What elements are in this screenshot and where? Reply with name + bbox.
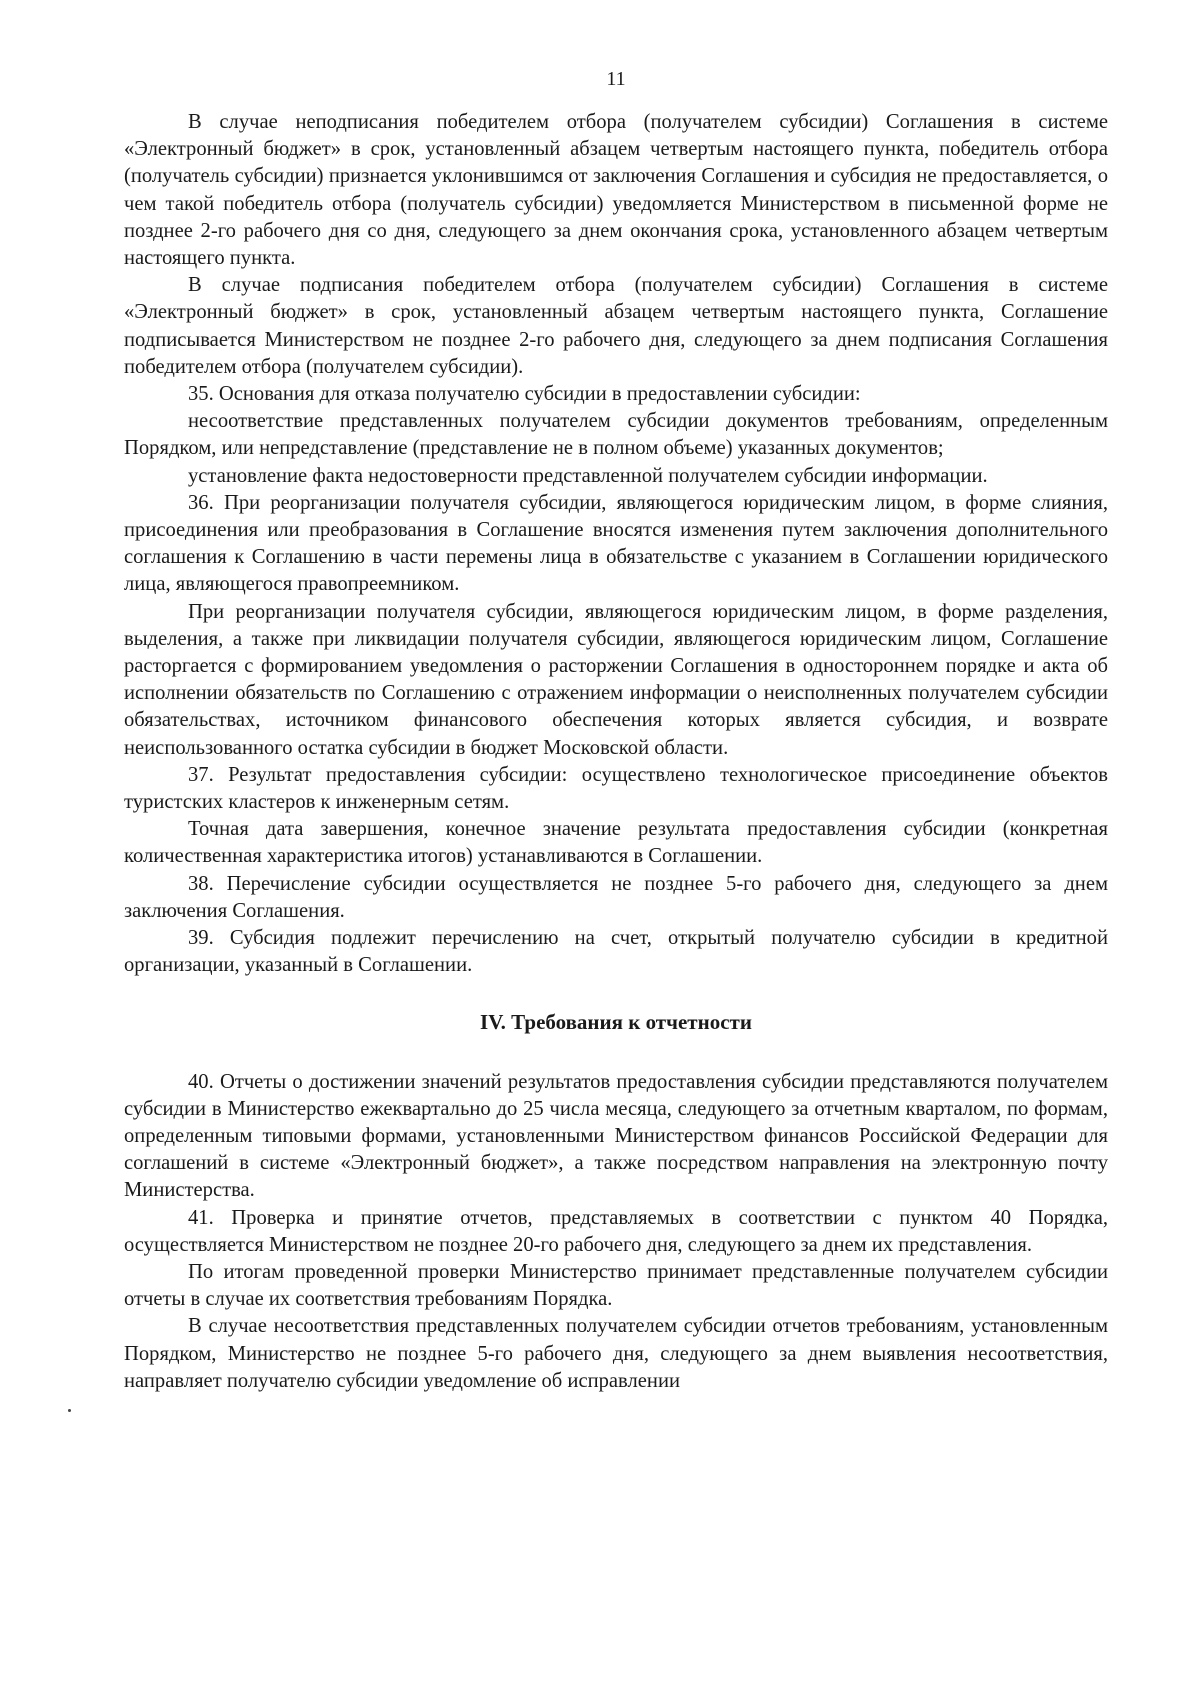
page-number: 11 <box>606 68 626 90</box>
paragraph: 36. При реорганизации получателя субсидии, являющегося юридическим лицом, в форме слияния, присоединения или преобразования в Соглашение вносятся изменения путем заключения дополнительного соглашения к Соглашению в части перемены лица в обязательстве с указанием в Соглашении юридического лица, являющегося правопреемником. <box>124 491 1108 596</box>
paragraph: В случае подписания победителем отбора (получателем субсидии) Соглашения в системе «Электронный бюджет» в срок, установленный абзацем четвертым настоящего пункта, Соглашение подписывается Министерством не позднее 2-го рабочего дня, следующего за днем подписания Соглашения победителем отбора (получателем субсидии). <box>124 274 1108 378</box>
paragraph: 35. Основания для отказа получателю субсидии в предоставлении субсидии: <box>188 383 861 406</box>
section-heading: IV. Требования к отчетности <box>480 1009 752 1034</box>
paragraph: 39. Субсидия подлежит перечислению на счет, открытый получателю субсидии в кредитной организации, указанный в Соглашении. <box>124 927 1108 977</box>
paragraph: 38. Перечисление субсидии осуществляется не позднее 5-го рабочего дня, следующего за днем заключения Соглашения. <box>124 872 1108 922</box>
paragraph: 41. Проверка и принятие отчетов, представляемых в соответствии с пунктом 40 Порядка, осуществляется Министерством не позднее 20-го рабочего дня, следующего за днем их представления. <box>124 1206 1108 1256</box>
paragraph: При реорганизации получателя субсидии, являющегося юридическим лицом, в форме разделения, выделения, а также при ликвидации получателя субсидии, являющегося юридическим лицом, Соглашение расторгается с формированием уведомления о расторжении Соглашения в одностороннем порядке и акта об исполнении обязательств по Соглашению с отражением информации о неисполненных получателем субсидии обязательствах, источником финансового обеспечения которых является субсидия, и возврате неиспользованного остатка субсидии в бюджет Московской области. <box>124 600 1108 759</box>
scan-speck <box>68 1409 71 1412</box>
paragraph: установление факта недостоверности представленной получателем субсидии информации. <box>188 464 988 487</box>
body-text-after <box>124 1069 1108 1395</box>
paragraph: Точная дата завершения, конечное значение результата предоставления субсидии (конкретная количественная характеристика итогов) устанавливаются в Соглашении. <box>124 818 1108 868</box>
paragraph: В случае неподписания победителем отбора (получателем субсидии) Соглашения в системе «Электронный бюджет» в срок, установленный абзацем четвертым настоящего пункта, победитель отбора (получатель субсидии) признается уклонившимся от заключения Соглашения и субсидия не предоставляется, о чем такой победитель отбора (получатель субсидии) уведомляется Министерством в письменной форме не позднее 2-го рабочего дня со дня, следующего за днем окончания срока, установленного абзацем четвертым настоящего пункта. <box>124 111 1108 270</box>
paragraph: 40. Отчеты о достижении значений результатов предоставления субсидии представляются получателем субсидии в Министерство ежеквартально до 25 числа месяца, следующего за отчетным кварталом, по формам, определенным типовыми формами, установленными Министерством финансов Российской Федерации для соглашений в системе «Электронный бюджет», а также посредством направления на электронную почту Министерства. <box>124 1070 1108 1202</box>
paragraph: 37. Результат предоставления субсидии: осуществлено технологическое присоединение объектов туристских кластеров к инженерным сетям. <box>124 763 1108 814</box>
body-text-before <box>124 109 1108 980</box>
paragraph: По итогам проведенной проверки Министерство принимает представленные получателем субсидии отчеты в случае их соответствия требованиям Порядка. <box>124 1260 1108 1311</box>
paragraph: несоответствие представленных получателем субсидии документов требованиям, определенным Порядком, или непредставление (представление не в полном объеме) указанных документов; <box>124 410 1108 460</box>
paragraph: В случае несоответствия представленных получателем субсидии отчетов требованиям, установленным Порядком, Министерство не позднее 5-го рабочего дня, следующего за днем выявления несоответствия, направляет получателю субсидии уведомление об исправлении <box>124 1315 1108 1392</box>
